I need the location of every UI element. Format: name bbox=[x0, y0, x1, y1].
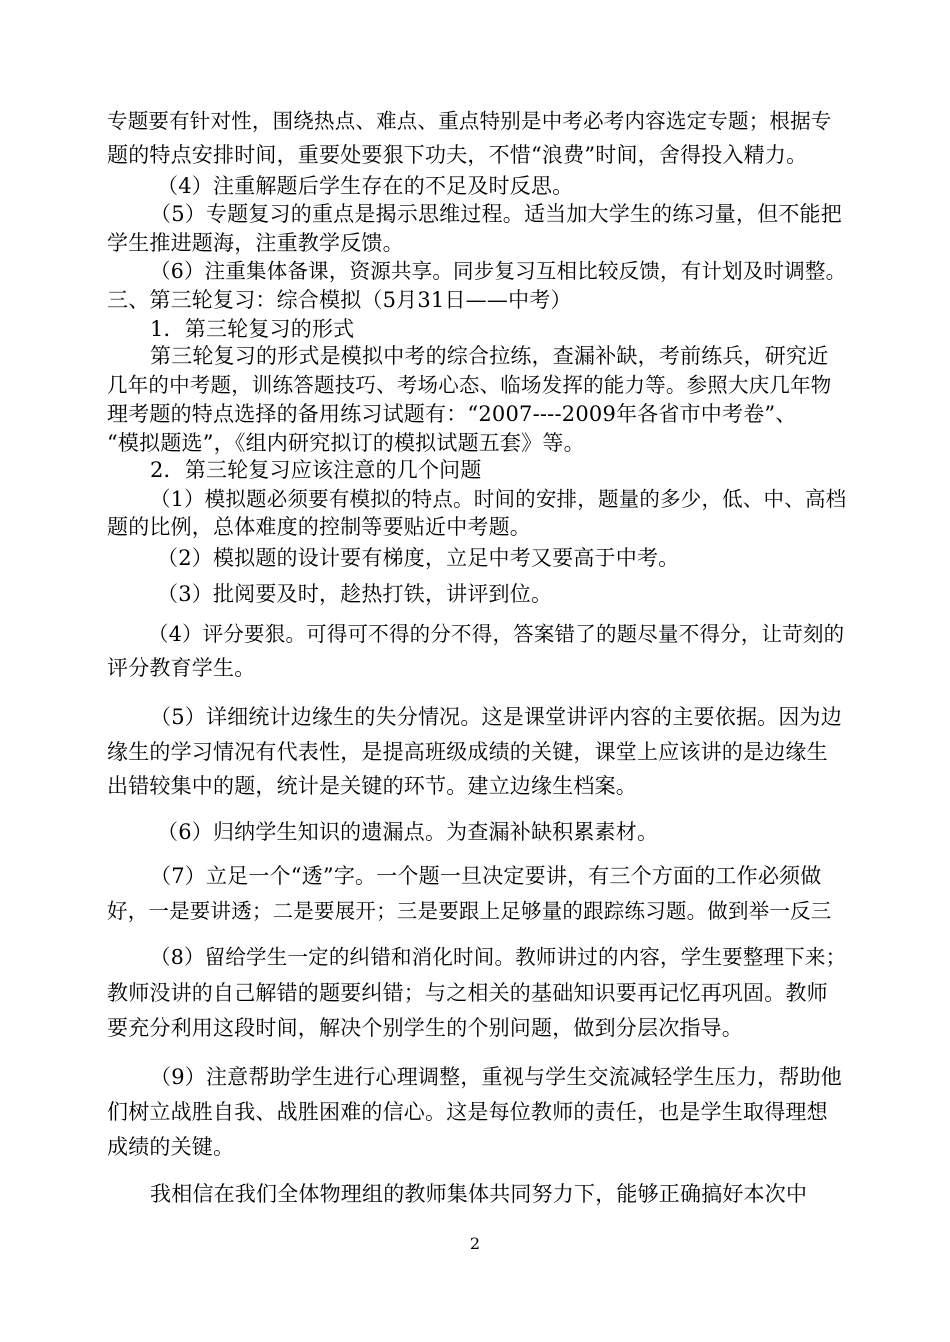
text-line: 第三轮复习的形式是模拟中考的综合拉练，查漏补缺，考前练兵，研究近 bbox=[150, 344, 829, 368]
text-line: 学生推进题海，注重教学反馈。 bbox=[107, 231, 404, 255]
text-line: （2）模拟题的设计要有梯度，立足中考又要高于中考。 bbox=[157, 546, 680, 570]
text-line: （8）留给学生一定的纠错和消化时间。教师讲过的内容，学生要整理下来； bbox=[150, 945, 847, 969]
text-line: 要充分利用这段时间，解决个别学生的个别问题，做到分层次指导。 bbox=[107, 1016, 743, 1040]
text-line: “模拟题选”，《组内研究拟订的模拟试题五套》等。 bbox=[107, 431, 585, 455]
text-line: 题的特点安排时间，重要处要狠下功夫，不惜“浪费”时间，舍得投入精力。 bbox=[107, 143, 808, 167]
text-line: 几年的中考题，训练答题技巧、考场心态、临场发挥的能力等。参照大庆几年物 bbox=[107, 373, 832, 397]
text-line: 评分教育学生。 bbox=[107, 656, 256, 680]
text-line: （5）专题复习的重点是揭示思维过程。适当加大学生的练习量，但不能把 bbox=[150, 202, 842, 226]
page-number: 2 bbox=[469, 1234, 481, 1253]
text-line: （5）详细统计边缘生的失分情况。这是课堂讲评内容的主要依据。因为边 bbox=[150, 705, 842, 729]
text-line: （1）模拟题必须要有模拟的特点。时间的安排，题量的多少，低、中、高档 bbox=[150, 487, 847, 511]
text-line: （4）注重解题后学生存在的不足及时反思。 bbox=[157, 174, 574, 198]
text-line: （6）归纳学生知识的遗漏点。为查漏补缺积累素材。 bbox=[157, 820, 659, 844]
subsection-heading: 2．第三轮复习应该注意的几个问题 bbox=[150, 458, 482, 482]
text-line: 题的比例，总体难度的控制等要贴近中考题。 bbox=[107, 515, 531, 539]
text-line: 教师没讲的自己解错的题要纠错；与之相关的基础知识要再记忆再巩固。教师 bbox=[107, 981, 828, 1005]
text-line: （9）注意帮助学生进行心理调整，重视与学生交流减轻学生压力，帮助他 bbox=[150, 1065, 842, 1089]
text-line: （7）立足一个“透”字。一个题一旦决定要讲，有三个方面的工作必须做 bbox=[150, 864, 822, 888]
text-line: 成绩的关键。 bbox=[107, 1135, 235, 1159]
subsection-heading: 1．第三轮复习的形式 bbox=[150, 317, 355, 341]
text-line: 我相信在我们全体物理组的教师集体共同努力下，能够正确搞好本次中 bbox=[150, 1182, 808, 1206]
text-line: （6）注重集体备课，资源共享。同步复习互相比较反馈，有计划及时调整。 bbox=[150, 259, 847, 283]
section-heading: 三、第三轮复习：综合模拟（5月31日——中考） bbox=[107, 288, 572, 312]
text-line: 出错较集中的题，统计是关键的环节。建立边缘生档案。 bbox=[107, 774, 637, 798]
text-line: （3）批阅要及时，趁热打铁，讲评到位。 bbox=[157, 582, 553, 606]
text-line: 理考题的特点选择的备用练习试题有：“2007----2009年各省市中考卷”、 bbox=[107, 402, 797, 426]
text-line: 们树立战胜自我、战胜困难的信心。这是每位教师的责任，也是学生取得理想 bbox=[107, 1100, 828, 1124]
text-line: 好，一是要讲透；二是要展开；三是要跟上足够量的跟踪练习题。做到举一反三 bbox=[107, 899, 832, 923]
text-line: 专题要有针对性，围绕热点、难点、重点特别是中考必考内容选定专题；根据专 bbox=[107, 109, 832, 133]
text-line: （4）评分要狠。可得可不得的分不得，答案错了的题尽量不得分，让苛刻的 bbox=[148, 622, 845, 646]
text-line: 缘生的学习情况有代表性，是提高班级成绩的关键，课堂上应该讲的是边缘生 bbox=[107, 740, 828, 764]
